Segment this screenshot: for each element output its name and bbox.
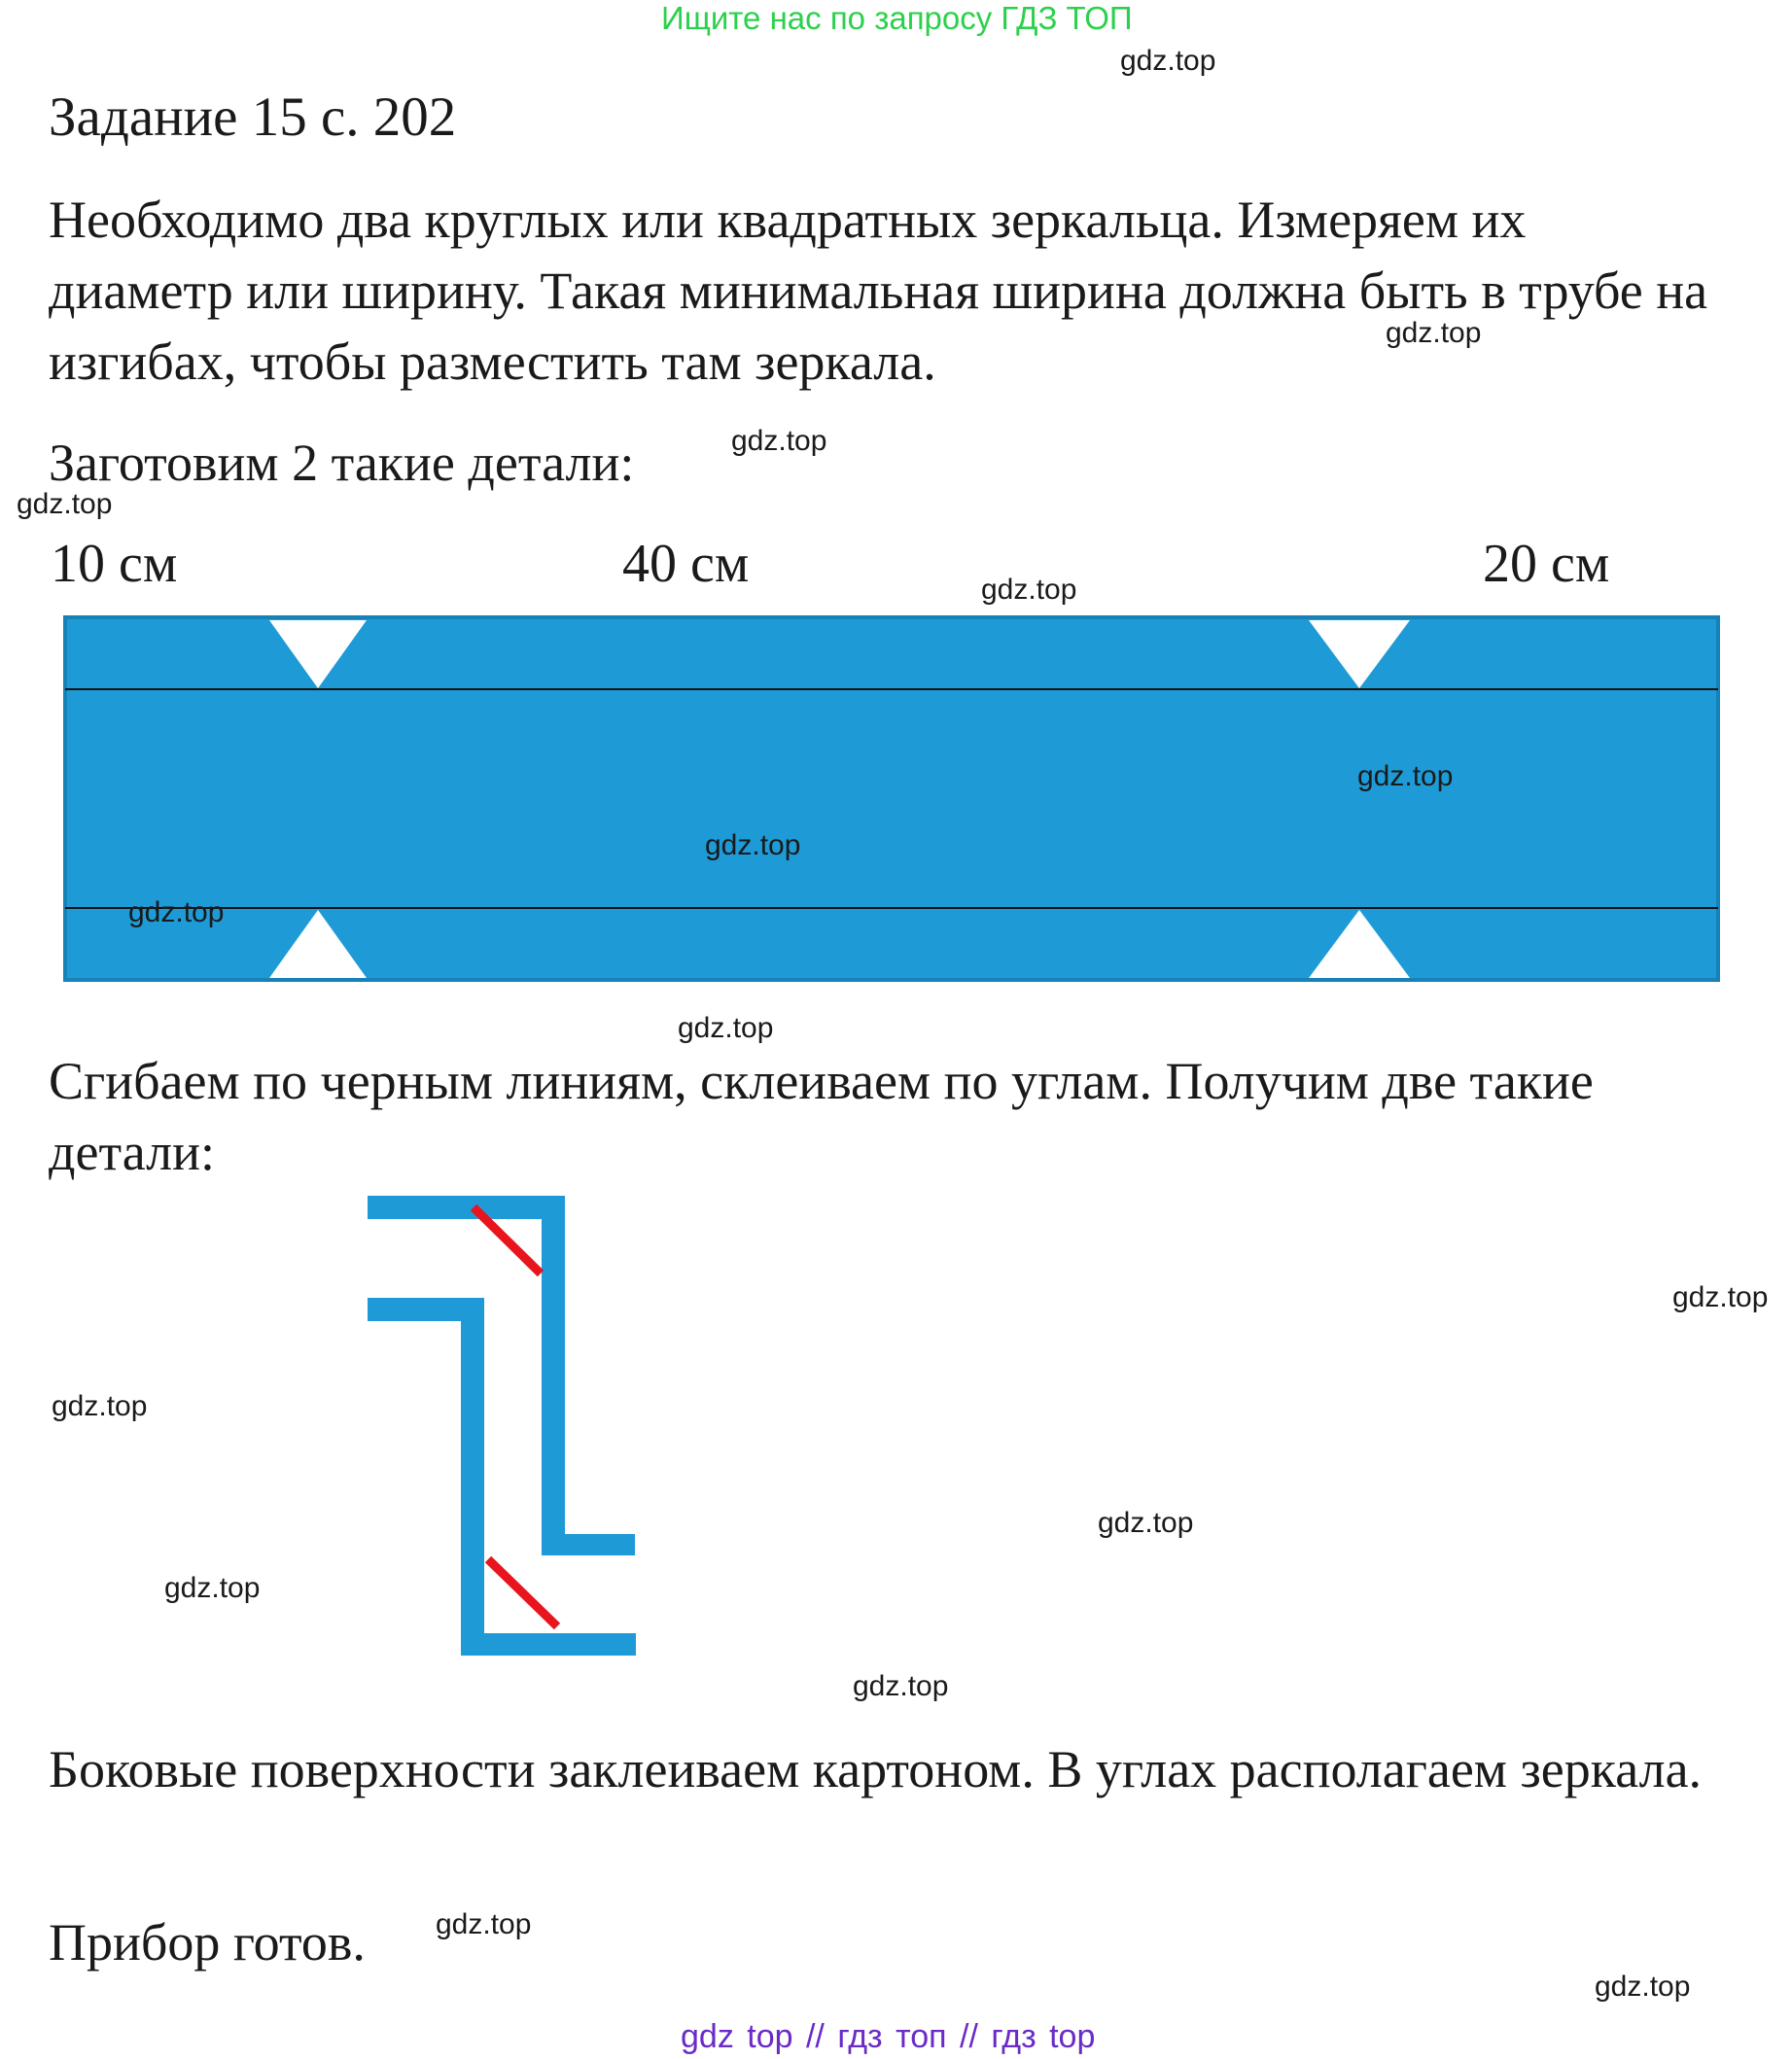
tube-bottom-inner-arm [542,1534,635,1555]
watermark: gdz.top [128,896,225,928]
intro-paragraph: Необходимо два круглых или квадратных зеркальца. Измеряем их диаметр или ширину. Такая минимальная ширина должна быть в трубе на изгибах, чтобы разместить там зеркала. [49,191,1708,391]
watermark: gdz.top [1595,1971,1691,2003]
watermark: gdz.top [436,1908,532,1940]
tube-bottom-outer-arm [461,1633,636,1656]
watermark: gdz.top [1357,760,1454,792]
watermark: gdz.top [731,425,827,457]
watermark: gdz.top [1120,45,1216,77]
footer-links: gdz top // гдз топ // гдз top [681,2018,1096,2055]
tube-top-outer-arm [368,1196,565,1219]
tube-outer-vertical [542,1196,565,1555]
dimension-label-middle: 40 см [622,534,750,594]
done-text: Прибор готов. [49,1913,366,1972]
task-title: Задание 15 с. 202 [49,87,457,148]
prepare-text: Заготовим 2 такие детали: [49,434,635,492]
watermark: gdz.top [678,1012,774,1044]
mirror-bottom [488,1559,557,1626]
watermark: gdz.top [1386,317,1482,349]
watermark: gdz.top [1672,1281,1769,1313]
watermark: gdz.top [52,1390,148,1422]
sides-paragraph: Боковые поверхности заклеиваем картоном. В углах располагаем зеркала. [49,1740,1703,1798]
fold-paragraph: Сгибаем по черным линиям, склеиваем по углам. Получим две такие детали: [49,1052,1594,1181]
watermark: gdz.top [17,488,113,520]
watermark: gdz.top [164,1572,261,1604]
dimension-label-left: 10 см [51,534,178,594]
watermark: gdz.top [1098,1507,1194,1539]
watermark: gdz.top [705,829,801,861]
dimension-label-right: 20 см [1483,534,1610,594]
tube-inner-vertical [461,1298,484,1656]
watermark: gdz.top [853,1670,949,1702]
site-banner: Ищите нас по запросу ГДЗ ТОП [661,0,1133,36]
watermark: gdz.top [981,574,1077,606]
periscope-tube [368,1196,636,1656]
